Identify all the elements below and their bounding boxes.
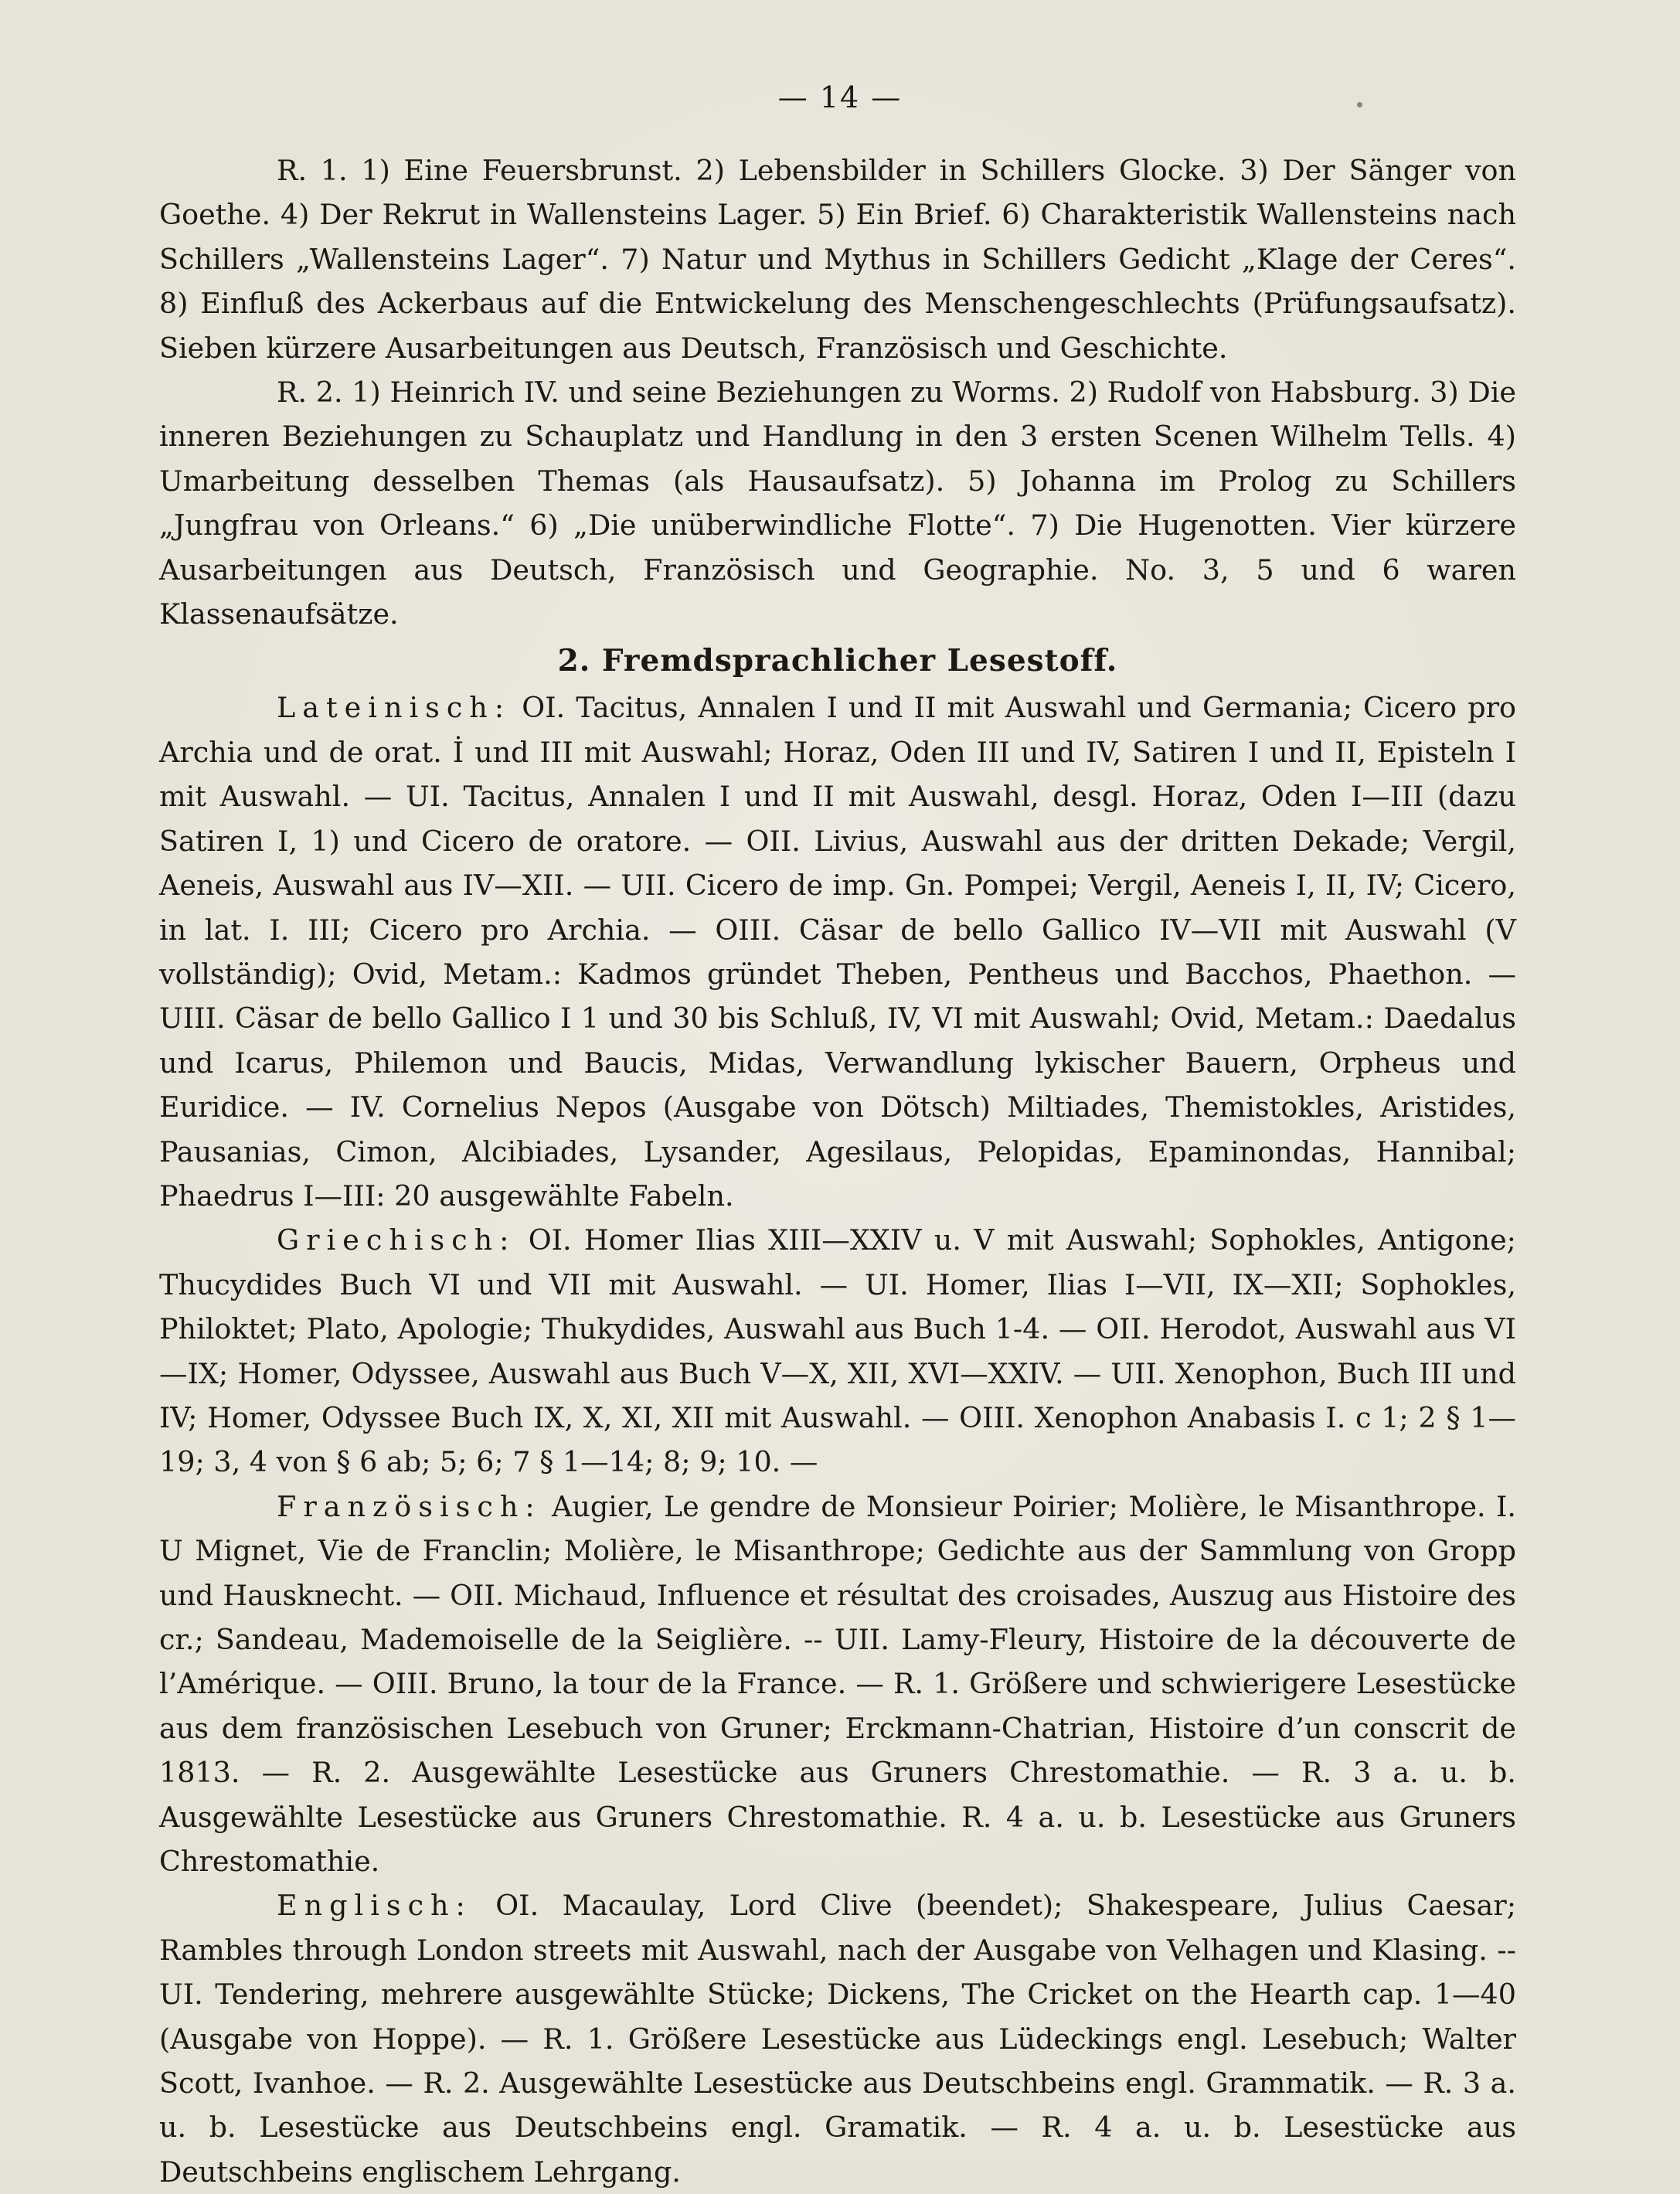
reading-english (159, 1883, 1516, 2194)
reading-french-text: Augier, Le gendre de Monsieur Poirier; Molière, le Misanthrope. I. U Mignet, Vie de Franclin; Molière, le Misanthrope; Gedichte aus der Sammlung von Gropp und Hausknecht. — OII. Michaud, Influence et résultat des croisades, Auszug aus Histoire des cr.; Sandeau, Mademoiselle de la Seiglière. -- UII. Lamy-Fleury, Histoire de la découverte de l’Amérique. — OIII. Bruno, la tour de la France. — R. 1. Größere und schwierigere Lesestücke aus dem französischen Lesebuch von Gruner; Erckmann-Chatrian, Histoire d’un conscrit de 1813. — R. 2. Ausgewählte Lesestücke aus Gruners Chrestomathie. — R. 3 a. u. b. Ausgewählte Lesestücke aus Gruners Chrestomathie. R. 4 a. u. b. Lesestücke aus Gruners Chrestomathie. (159, 1489, 1517, 1879)
page-number: — 14 — (777, 80, 903, 114)
language-label-greek: Griechisch: (277, 1223, 516, 1257)
reading-greek-text: OI. Homer Ilias XIII—XXIV u. V mit Auswahl; Sophokles, Antigone; Thucydides Buch VI und VII mit Auswahl. — UI. Homer, Ilias I—VII, IX—XII; Sophokles, Philoktet; Plato, Apologie; Thukydides, Auswahl aus Buch 1-4. — OII. Herodot, Auswahl aus VI—IX; Homer, Odyssee, Auswahl aus Buch V—X, XII, XVI—XXIV. — UII. Xenophon, Buch III und IV; Homer, Odyssee Buch IX, X, XI, XII mit Auswahl. — OIII. Xenophon Anabasis I. c 1; 2 § 1—19; 3, 4 von § 6 ab; 5; 6; 7 § 1—14; 8; 9; 10. — (159, 1223, 1516, 1479)
reading-latin-text: OI. Tacitus, Annalen I und II mit Auswahl und Germania; Cicero pro Archia und de orat. İ und III mit Auswahl; Horaz, Oden III und IV, Satiren I und II, Episteln I mit Auswahl. — UI. Tacitus, Annalen I und II mit Auswahl, desgl. Horaz, Oden I—III (dazu Satiren I, 1) und Cicero de oratore. — OII. Livius, Auswahl aus der dritten Dekade; Vergil, Aeneis, Auswahl aus IV—XII. — UII. Cicero de imp. Gn. Pompei; Vergil, Aeneis I, II, IV; Cicero, in lat. I. III; Cicero pro Archia. — OIII. Cäsar de bello Gallico IV—VII mit Auswahl (V vollständig); Ovid, Metam.: Kadmos gründet Theben, Pentheus und Bacchos, Phaethon. — UIII. Cäsar de bello Gallico I 1 und 30 bis Schluß, IV, VI mit Auswahl; Ovid, Metam.: Daedalus und Icarus, Philemon und Baucis, Midas, Verwandlung lykischer Bauern, Orpheus und Euridice. — IV. Cornelius Nepos (Ausgabe von Dötsch) Miltiades, Themistokles, Aristides, Pausanias, Cimon, Alcibiades, Lysander, Agesilaus, Pelopidas, Epaminondas, Hannibal; Phaedrus I—III: 20 ausgewählte Fabeln. (159, 691, 1516, 1213)
section-heading: 2. Fremdsprachlicher Lesestoff. (557, 643, 1118, 679)
language-label-latin: Lateinisch: (277, 691, 512, 725)
reading-french (159, 1485, 1516, 1884)
language-label-english: Englisch: (277, 1889, 472, 1923)
essay-topics-r1: R. 1. 1) Eine Feuersbrunst. 2) Lebensbilder in Schillers Glocke. 3) Der Sänger von Goethe. 4) Der Rekrut in Wallensteins Lager. 5) Ein Brief. 6) Charakteristik Wallensteins nach Schillers „Wallensteins Lager“. 7) Natur und Mythus in Schillers Gedicht „Klage der Ceres“. 8) Einfluß des Ackerbaus auf die Entwickelung des Menschengeschlechts (Prüfungsaufsatz). Sieben kürzere Ausarbeitungen aus Deutsch, Französisch und Geschichte. (159, 154, 1516, 365)
page-body (159, 148, 1516, 2194)
reading-latin (159, 685, 1516, 1218)
language-label-french: Französisch: (277, 1489, 542, 1523)
reading-greek (159, 1218, 1516, 1484)
essay-topics-r2: R. 2. 1) Heinrich IV. und seine Beziehungen zu Worms. 2) Rudolf von Habsburg. 3) Die inneren Beziehungen zu Schauplatz und Handlung in den 3 ersten Scenen Wilhelm Tells. 4) Umarbeitung desselben Themas (als Hausaufsatz). 5) Johanna im Prolog zu Schillers „Jungfrau von Orleans.“ 6) „Die unüberwindliche Flotte“. 7) Die Hugenotten. Vier kürzere Ausarbeitungen aus Deutsch, Französisch und Geographie. No. 3, 5 und 6 waren Klassenaufsätze. (159, 376, 1516, 631)
reading-english-text: OI. Macaulay, Lord Clive (beendet); Shakespeare, Julius Caesar; Rambles through London streets mit Auswahl, nach der Ausgabe von Velhagen und Klasing. -- UI. Tendering, mehrere ausgewählte Stücke; Dickens, The Cricket on the Hearth cap. 1—40 (Ausgabe von Hoppe). — R. 1. Größere Lesestücke aus Lüdeckings engl. Lesebuch; Walter Scott, Ivanhoe. — R. 2. Ausgewählte Lesestücke aus Deutschbeins engl. Grammatik. — R. 3 a. u. b. Lesestücke aus Deutschbeins engl. Gramatik. — R. 4 a. u. b. Lesestücke aus Deutschbeins englischem Lehrgang. (159, 1889, 1516, 2189)
